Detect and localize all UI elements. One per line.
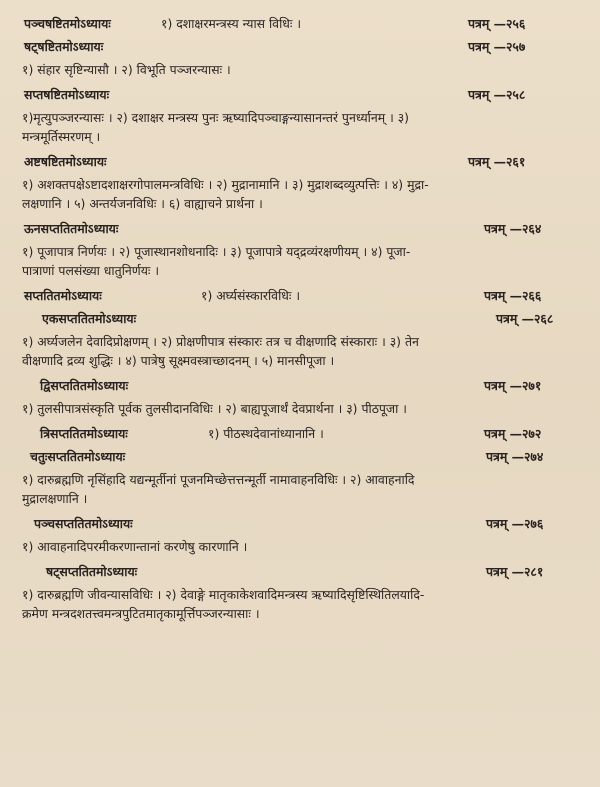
page-number: पत्रम् —२७६ xyxy=(486,516,544,531)
chapter-title: अष्टषष्टितमोऽध्यायः xyxy=(24,154,107,169)
contents-line: १)मृत्युपञ्जरन्यासः । २) दशाक्षर मन्त्रस्य पुनः ऋष्यादिपञ्चाङ्गन्यासानन्तरं पुनर्ध्यानम् । ३) xyxy=(22,110,410,125)
page-number: पत्रम् —२५७ xyxy=(468,39,526,54)
entry-heading xyxy=(16,152,586,175)
contents-line: १) आवाहनादिपरमीकरणान्तानां करणेषु कारणानि । xyxy=(22,539,248,554)
chapter-title: चतुःसप्ततितमोऽध्यायः xyxy=(30,449,126,464)
contents-line: पात्राणां पलसंख्या धातुनिर्णयः । xyxy=(22,263,160,278)
chapter-title: पञ्चसप्ततितमोऽध्यायः xyxy=(34,516,133,531)
toc-entry xyxy=(16,152,586,213)
chapter-contents xyxy=(16,537,586,556)
contents-line: मन्त्रमूर्तिस्मरणम् । xyxy=(22,129,101,144)
page-number: पत्रम् —२६६ xyxy=(484,288,542,303)
entry-heading xyxy=(16,37,586,60)
chapter-contents xyxy=(16,108,586,146)
page-number: पत्रम् —२५८ xyxy=(468,87,526,102)
page-number: पत्रम् —२८१ xyxy=(486,564,544,579)
page-number: पत्रम् —२५६ xyxy=(468,16,526,31)
chapter-title: षट्षष्टितमोऽध्यायः xyxy=(24,39,104,54)
chapter-title: सप्तषष्टितमोऽध्यायः xyxy=(24,87,110,102)
chapter-topics: १) पीठस्थदेवानांध्यानानि । xyxy=(208,426,324,441)
toc-entry xyxy=(16,85,586,146)
contents-line: वीक्षणादि द्रव्य शुद्धिः । ४) पात्रेषु सूक्ष्मवस्त्राच्छादनम् । ५) मानसीपूजा । xyxy=(22,353,335,368)
chapter-contents xyxy=(16,585,586,623)
contents-line: लक्षणानि । ५) अन्तर्यजनविधिः । ६) वाह्याचने प्रार्थना । xyxy=(22,196,263,211)
entry-heading xyxy=(16,376,586,399)
entry-heading xyxy=(16,14,586,37)
page-number: पत्रम् —२७१ xyxy=(484,378,542,393)
chapter-contents xyxy=(16,399,586,418)
contents-line: क्रमेण मन्त्रदशतत्त्वमन्त्रपुटितमातृकामूर्त्तिपञ्जरन्यासाः । xyxy=(22,606,260,621)
chapter-topics: १) अर्घ्यसंस्कारविधिः । xyxy=(201,288,301,303)
chapter-title: एकसप्ततितमोऽध्यायः xyxy=(42,311,137,326)
entry-heading xyxy=(16,447,586,470)
chapter-title: षट्सप्ततितमोऽध्यायः xyxy=(46,564,138,579)
chapter-title: सप्ततितमोऽध्यायः xyxy=(24,288,102,303)
entry-heading xyxy=(16,514,586,537)
chapter-contents xyxy=(16,175,586,213)
entry-heading xyxy=(16,85,586,108)
chapter-title: द्विसप्ततितमोऽध्यायः xyxy=(40,378,129,393)
toc-entry xyxy=(16,14,586,37)
chapter-contents xyxy=(16,60,586,79)
contents-line: १) अर्घ्यजलेन देवादिप्रोक्षणम् । २) प्रोक्षणीपात्र संस्कारः तत्र च वीक्षणादि संस्काराः । ३) तेन xyxy=(22,334,419,349)
entry-heading xyxy=(16,219,586,242)
chapter-contents xyxy=(16,242,586,280)
contents-line: १) तुलसीपात्रसंस्कृति पूर्वक तुलसीदानविधिः । २) बाह्यपूजार्थं देवप्रार्थना । ३) पीठपूजा । xyxy=(22,401,407,416)
toc-entry xyxy=(16,424,586,447)
entry-heading xyxy=(16,562,586,585)
page-number: पत्रम् —२६१ xyxy=(468,154,526,169)
entry-heading xyxy=(16,309,586,332)
page-number: पत्रम् —२७४ xyxy=(486,449,544,464)
toc-entry xyxy=(16,562,586,623)
toc-entry xyxy=(16,219,586,280)
toc-entry xyxy=(16,309,586,370)
toc-entry xyxy=(16,37,586,79)
chapter-contents xyxy=(16,470,586,508)
entry-heading xyxy=(16,424,586,447)
toc-entry xyxy=(16,447,586,508)
contents-line: मुद्रालक्षणानि । xyxy=(22,491,88,506)
contents-line: १) संहार सृष्टिन्यासौ । २) विभूति पञ्जरन्यासः । xyxy=(22,62,231,77)
contents-line: १) दारुब्रह्मणि जीवन्यासविधिः । २) देवाङ्गे मातृकाकेशवादिमन्त्रस्य ऋष्यादिसृष्टिस्थितिलयादि- xyxy=(22,587,425,602)
page-number: पत्रम् —२६४ xyxy=(484,221,542,236)
contents-line: १) अशक्तपक्षेऽष्टादशाक्षरगोपालमन्त्रविधिः । २) मुद्रानामानि । ३) मुद्राशब्दव्युत्पत्तिः । ४) मुद्रा- xyxy=(22,177,429,192)
chapter-title: त्रिसप्ततितमोऽध्यायः xyxy=(40,426,128,441)
chapter-contents xyxy=(16,332,586,370)
page-number: पत्रम् —२७२ xyxy=(484,426,542,441)
toc-entry xyxy=(16,376,586,418)
entry-heading xyxy=(16,286,586,309)
chapter-topics: १) दशाक्षरमन्त्रस्य न्यास विधिः । xyxy=(161,16,302,31)
chapter-title: ऊनसप्ततितमोऽध्यायः xyxy=(24,221,119,236)
toc-entry xyxy=(16,514,586,556)
toc-entry xyxy=(16,286,586,309)
contents-line: १) दारुब्रह्मणि नृसिंहादि यद्यन्मूर्तीनां पूजनमिच्छेत्तत्तन्मूर्ती नामावाहनविधिः । २) आवाहनादि xyxy=(22,472,415,487)
contents-line: १) पूजापात्र निर्णयः । २) पूजास्थानशोधनादिः । ३) पूजापात्रे यद्द्रव्यंरक्षणीयम् । ४) पूजा- xyxy=(22,244,411,259)
page-number: पत्रम् —२६८ xyxy=(496,311,554,326)
chapter-title: पञ्चषष्टितमोऽध्यायः xyxy=(24,16,111,31)
